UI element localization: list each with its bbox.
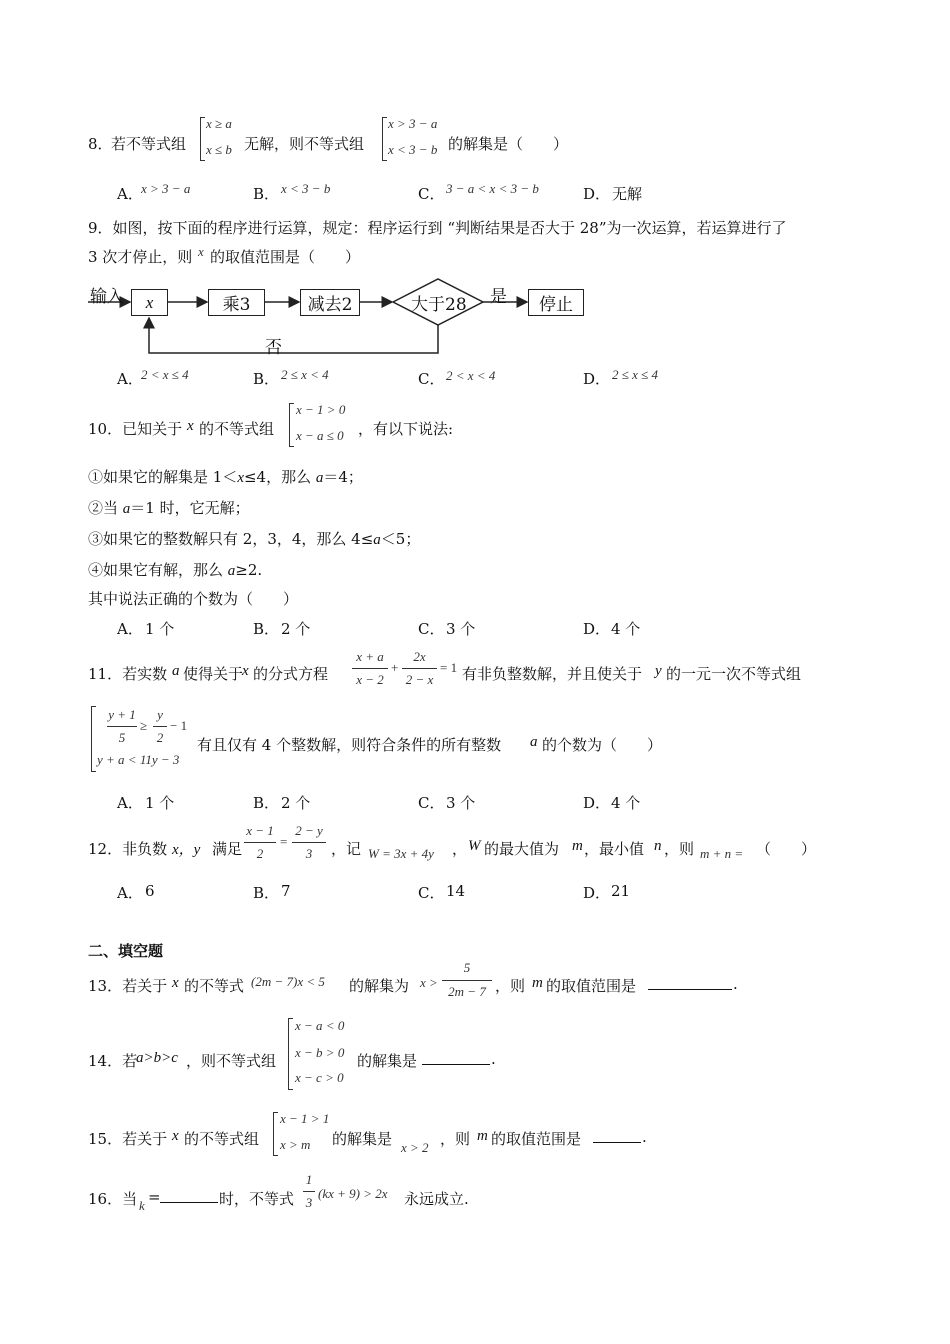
q9-option-c[interactable]: 2 < x < 4 bbox=[446, 368, 496, 383]
q8-option-a[interactable]: x > 3 − a bbox=[141, 181, 191, 196]
q12-var-n: n bbox=[654, 838, 662, 854]
q14-text-post: 的解集是 bbox=[357, 1052, 418, 1070]
flow-box-x: x bbox=[131, 289, 168, 316]
q13-frac-num: 5 bbox=[463, 960, 471, 975]
q13-inequality: (2m − 7)x < 5 bbox=[251, 974, 325, 989]
flow-input-label: 输入 bbox=[90, 287, 124, 307]
q11-option-b-label: B． bbox=[253, 794, 280, 812]
q11-frac2-den: 2 − x bbox=[405, 672, 434, 687]
q14-text-mid: ，则不等式组 bbox=[186, 1052, 277, 1070]
q12-frac1-line bbox=[244, 842, 276, 843]
q11-sys-row2: y + a < 11y − 3 bbox=[97, 752, 180, 767]
q12-var-w: W bbox=[468, 838, 481, 854]
q12-vars-xy: x，y bbox=[172, 842, 201, 858]
q11-var-a: a bbox=[172, 663, 180, 679]
q10-sys-row2: x − a ≤ 0 bbox=[296, 428, 344, 443]
q11-option-c[interactable]: 3 个 bbox=[446, 794, 476, 812]
q13-period: . bbox=[733, 975, 738, 993]
q12-text-mid3: ， bbox=[452, 840, 468, 858]
q11-text-mid3: 有非负整数解，并且使关于 bbox=[462, 665, 643, 683]
q15-period: . bbox=[642, 1128, 647, 1146]
q11-sys-ge: ≥ bbox=[140, 718, 148, 733]
q12-frac2-line bbox=[292, 842, 326, 843]
q14-sys-row2: x − b > 0 bbox=[295, 1045, 345, 1060]
flow-box-stop: 停止 bbox=[528, 289, 584, 316]
q11-option-b[interactable]: 2 个 bbox=[281, 794, 311, 812]
q13-text-pre: 13．若关于 bbox=[88, 977, 168, 995]
q12-option-d-label: D． bbox=[583, 884, 611, 902]
q9-var-x: x bbox=[198, 244, 204, 259]
q11-option-a-label: A． bbox=[117, 794, 143, 812]
q11-text-pre: 11．若实数 bbox=[88, 665, 168, 683]
flow-no-label: 否 bbox=[265, 338, 282, 358]
q8-option-c[interactable]: 3 − a < x < 3 − b bbox=[446, 181, 539, 196]
q14-period: . bbox=[491, 1050, 496, 1068]
q12-w-formula: W = 3x + 4y bbox=[368, 846, 434, 861]
q8-text-mid: 无解，则不等式组 bbox=[244, 135, 365, 153]
q11-option-d-label: D． bbox=[583, 794, 611, 812]
q10-statement-2: ②当 a＝1 时，它无解； bbox=[88, 499, 250, 517]
q10-statement-4: ④如果它有解，那么 a≥2. bbox=[88, 561, 263, 579]
q15-var-m: m bbox=[477, 1128, 488, 1144]
q12-text-mid: 满足 bbox=[212, 840, 243, 858]
q14-sys-row3: x − c > 0 bbox=[295, 1070, 344, 1085]
q13-frac-line bbox=[442, 980, 492, 981]
q15-text-pre: 15．若关于 bbox=[88, 1130, 168, 1148]
q12-option-b-label: B． bbox=[253, 884, 280, 902]
q10-statement-3: ③如果它的整数解只有 2，3，4，那么 4≤a＜5； bbox=[88, 530, 421, 548]
q9-line-2a: 3 次才停止，则 bbox=[88, 248, 193, 266]
q13-text-post: 的取值范围是 bbox=[546, 977, 637, 995]
q11-sys-frac2-num: y bbox=[157, 707, 163, 722]
q9-option-a[interactable]: 2 < x ≤ 4 bbox=[141, 367, 189, 382]
q8-option-d-label: D． bbox=[583, 185, 611, 203]
q10-option-a[interactable]: 1 个 bbox=[145, 620, 175, 638]
q8-sys1-row1: x ≥ a bbox=[206, 116, 232, 131]
q15-sys-row1: x − 1 > 1 bbox=[280, 1111, 330, 1126]
q16-answer-blank[interactable] bbox=[160, 1188, 218, 1203]
q8-number: 8． bbox=[88, 135, 113, 153]
q11-frac1-num: x + a bbox=[356, 649, 384, 664]
q11-sys-frac2-den: 2 bbox=[156, 730, 164, 745]
q15-text-mid2: 的解集是 bbox=[332, 1130, 393, 1148]
q11-text-mid2: 的分式方程 bbox=[253, 665, 329, 683]
q10-sys-row1: x − 1 > 0 bbox=[296, 402, 346, 417]
q8-option-b[interactable]: x < 3 − b bbox=[281, 181, 331, 196]
q10-option-b-label: B． bbox=[253, 620, 280, 638]
q14-condition: a>b>c bbox=[136, 1050, 178, 1066]
q11-option-a[interactable]: 1 个 bbox=[145, 794, 175, 812]
q12-var-m: m bbox=[572, 838, 583, 854]
q11-text-mid4: 的一元一次不等式组 bbox=[666, 665, 802, 683]
q8-option-c-label: C． bbox=[418, 185, 445, 203]
q10-text-mid: 的不等式组 bbox=[199, 420, 275, 438]
q14-text-pre: 14．若 bbox=[88, 1052, 138, 1070]
q15-answer-blank[interactable] bbox=[593, 1128, 641, 1143]
q12-equals: = bbox=[280, 834, 288, 849]
q16-var-k: k bbox=[139, 1198, 145, 1213]
q12-frac1-num: x − 1 bbox=[246, 823, 274, 838]
q10-statement-1: ①如果它的解集是 1＜x≤4，那么 a＝4； bbox=[88, 468, 363, 486]
q11-frac2-line bbox=[402, 668, 437, 669]
q10-option-a-label: A． bbox=[117, 620, 143, 638]
q11-tail-var-a: a bbox=[530, 734, 538, 750]
q14-sys-row1: x − a < 0 bbox=[295, 1018, 345, 1033]
q16-text-pre: 16．当 bbox=[88, 1190, 138, 1208]
q9-option-d[interactable]: 2 ≤ x ≤ 4 bbox=[612, 367, 659, 382]
q15-var-x: x bbox=[172, 1128, 179, 1144]
q9-line-1: 9．如图，按下面的程序进行运算，规定：程序运行到 “判断结果是否大于 28”为一次运算，若运算进行了 bbox=[88, 219, 787, 237]
q9-option-d-label: D． bbox=[583, 370, 611, 388]
flow-box-multiply: 乘3 bbox=[208, 289, 265, 316]
q9-option-a-label: A． bbox=[117, 370, 143, 388]
q8-text-post: 的解集是（ ） bbox=[448, 135, 569, 153]
q9-line-2b: 的取值范围是（ ） bbox=[210, 248, 361, 266]
q11-option-c-label: C． bbox=[418, 794, 445, 812]
q12-text-post: （ ） bbox=[756, 840, 817, 858]
q11-text-tail2: 的个数为（ ） bbox=[542, 736, 663, 754]
q13-var-x: x bbox=[172, 975, 179, 991]
q10-brace bbox=[289, 403, 294, 447]
q12-text-mid2: ，记 bbox=[331, 840, 362, 858]
q10-option-c-label: C． bbox=[418, 620, 445, 638]
q11-text-tail1: 有且仅有 4 个整数解，则符合条件的所有整数 bbox=[197, 736, 502, 754]
q8-text-pre: 若不等式组 bbox=[111, 135, 187, 153]
q16-frac-line bbox=[303, 1191, 315, 1192]
q12-frac1-den: 2 bbox=[256, 846, 264, 861]
q12-text-pre: 12．非负数 bbox=[88, 840, 168, 858]
q11-equals-one: = 1 bbox=[440, 660, 458, 675]
q11-var-x: x bbox=[242, 663, 249, 679]
q12-option-c-label: C． bbox=[418, 884, 445, 902]
q14-answer-blank[interactable] bbox=[422, 1050, 490, 1065]
q12-text-mid4: 的最大值为 bbox=[484, 840, 560, 858]
q16-frac-num: 1 bbox=[305, 1172, 313, 1187]
q12-option-c[interactable]: 14 bbox=[446, 882, 466, 900]
section-heading-fill-in: 二、填空题 bbox=[88, 942, 164, 960]
q10-question: 其中说法正确的个数为（ ） bbox=[88, 590, 299, 608]
q11-sys-frac1-num: y + 1 bbox=[108, 707, 136, 722]
q10-option-b[interactable]: 2 个 bbox=[281, 620, 311, 638]
q8-option-d[interactable]: 无解 bbox=[612, 185, 643, 203]
q15-brace bbox=[273, 1112, 278, 1156]
q11-frac1-den: x − 2 bbox=[356, 672, 384, 687]
q8-option-a-label: A． bbox=[117, 185, 143, 203]
q16-text-mid: 时，不等式 bbox=[219, 1190, 295, 1208]
q16-frac-den: 3 bbox=[305, 1195, 313, 1210]
q12-option-a-label: A． bbox=[117, 884, 143, 902]
q11-option-d[interactable]: 4 个 bbox=[611, 794, 641, 812]
q13-frac-den: 2m − 7 bbox=[448, 984, 486, 999]
q13-text-mid: 的不等式 bbox=[184, 977, 245, 995]
q8-sys2-row2: x < 3 − b bbox=[388, 142, 438, 157]
q15-text-post: 的取值范围是 bbox=[491, 1130, 582, 1148]
q13-x-gt: x > bbox=[420, 975, 438, 990]
q11-text-mid1: 使得关于 bbox=[183, 665, 244, 683]
q10-option-d-label: D． bbox=[583, 620, 611, 638]
q9-option-b[interactable]: 2 ≤ x < 4 bbox=[281, 367, 329, 382]
q15-text-mid3: ，则 bbox=[440, 1130, 471, 1148]
q8-sys2-row1: x > 3 − a bbox=[388, 116, 438, 131]
q13-answer-blank[interactable] bbox=[648, 975, 732, 990]
q10-text-pre: 10．已知关于 bbox=[88, 420, 183, 438]
q12-text-mid6: ，则 bbox=[664, 840, 695, 858]
q11-sys-frac1-line bbox=[107, 726, 137, 727]
q11-frac1-line bbox=[352, 668, 388, 669]
q12-text-mid5: ，最小值 bbox=[584, 840, 645, 858]
q11-sys-frac2-line bbox=[153, 726, 167, 727]
q12-m-plus-n: m + n = bbox=[700, 846, 744, 861]
q15-text-mid: 的不等式组 bbox=[184, 1130, 260, 1148]
q15-sys-row2: x > m bbox=[280, 1137, 311, 1152]
flow-yes-label: 是 bbox=[490, 287, 507, 307]
q14-brace bbox=[288, 1018, 293, 1090]
q11-brace bbox=[91, 706, 96, 772]
q11-frac2-num: 2x bbox=[413, 649, 426, 664]
q12-option-d[interactable]: 21 bbox=[611, 882, 631, 900]
flow-box-subtract: 减去2 bbox=[300, 289, 360, 316]
q9-option-b-label: B． bbox=[253, 370, 280, 388]
q15-solution: x > 2 bbox=[401, 1140, 429, 1155]
q10-option-d[interactable]: 4 个 bbox=[611, 620, 641, 638]
q11-sys-frac1-den: 5 bbox=[118, 730, 126, 745]
q10-var-x: x bbox=[187, 418, 194, 434]
q10-option-c[interactable]: 3 个 bbox=[446, 620, 476, 638]
flow-condition: 大于28 bbox=[411, 295, 467, 315]
q9-flowchart-lines bbox=[0, 0, 950, 400]
q13-text-mid3: ，则 bbox=[495, 977, 526, 995]
q8-sys1-row2: x ≤ b bbox=[206, 142, 232, 157]
q8-option-b-label: B． bbox=[253, 185, 280, 203]
q9-option-c-label: C． bbox=[418, 370, 445, 388]
q16-inequality: (kx + 9) > 2x bbox=[318, 1186, 388, 1201]
q11-sys-minus1: − 1 bbox=[170, 718, 188, 733]
q11-var-y: y bbox=[655, 663, 662, 679]
q16-text-post: 永远成立. bbox=[404, 1190, 469, 1208]
q13-var-m: m bbox=[532, 975, 543, 991]
q10-text-post: ，有以下说法: bbox=[358, 420, 454, 438]
q11-plus: + bbox=[391, 660, 399, 675]
q12-option-b[interactable]: 7 bbox=[281, 882, 291, 900]
q16-equals: = bbox=[148, 1188, 161, 1206]
q12-frac2-den: 3 bbox=[305, 846, 313, 861]
q12-option-a[interactable]: 6 bbox=[145, 882, 155, 900]
q13-text-mid2: 的解集为 bbox=[349, 977, 410, 995]
q12-frac2-num: 2 − y bbox=[295, 823, 323, 838]
